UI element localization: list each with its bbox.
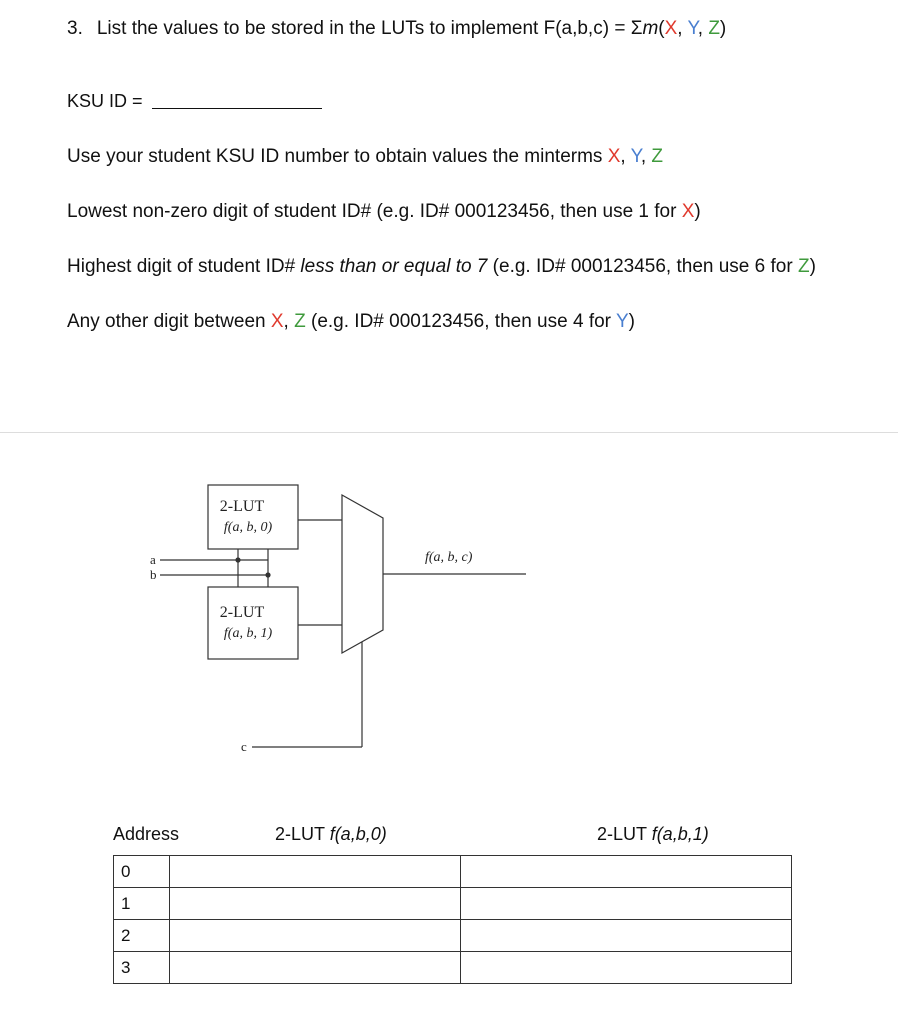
var-x: X (270, 311, 284, 332)
output-label: f(a, b, c) (425, 550, 473, 565)
ksu-id-label: KSU ID = (67, 91, 148, 111)
sep: , (697, 18, 709, 39)
section-divider (0, 432, 898, 433)
sep: , (283, 311, 295, 332)
instruction-italic: less than or equal to 7 (300, 256, 488, 277)
var-z: Z (294, 311, 306, 332)
mux-shape (342, 495, 383, 653)
lut-table (113, 855, 792, 984)
lut0-value-cell[interactable] (170, 920, 461, 952)
lut1-label: 2-LUT (219, 604, 265, 621)
lut0-label: 2-LUT (219, 498, 265, 515)
var-z: Z (651, 146, 664, 167)
header-lut0 (275, 824, 387, 845)
table-row (114, 952, 792, 984)
lut0-box (208, 485, 298, 549)
question-number: 3. (67, 18, 83, 39)
lut0-value-cell[interactable] (170, 888, 461, 920)
var-x: X (681, 201, 695, 222)
instruction-text: Lowest non-zero digit of student ID# (e.g. ID# 000123456, then use 1 for (67, 201, 682, 222)
instruction-y (67, 311, 635, 333)
instruction-z (67, 256, 816, 278)
junction-dot (265, 572, 270, 577)
input-c-label: c (241, 739, 247, 754)
paren-close: ) (719, 18, 727, 39)
table-row (114, 856, 792, 888)
table-row (114, 920, 792, 952)
var-x: X (607, 146, 621, 167)
header-lut1-func: f(a,b,1) (651, 824, 709, 844)
ksu-id-line (67, 91, 322, 112)
lut0-value-cell[interactable] (170, 856, 461, 888)
input-a-label: a (150, 552, 156, 567)
question-title (67, 18, 726, 40)
address-cell: 3 (114, 952, 170, 984)
var-x: X (664, 18, 678, 39)
var-y: Y (615, 311, 629, 332)
lut1-box (208, 587, 298, 659)
lut-mux-diagram (130, 480, 540, 770)
lut0-value-cell[interactable] (170, 952, 461, 984)
lut1-func: f(a, b, 1) (223, 626, 273, 641)
sep: , (620, 146, 631, 167)
input-b-label: b (150, 567, 157, 582)
instruction-text: Use your student KSU ID number to obtain values the minterms (67, 146, 608, 167)
lut0-func: f(a, b, 0) (223, 520, 273, 535)
paren-close: ) (694, 201, 701, 222)
address-cell: 2 (114, 920, 170, 952)
paren-close: ) (628, 311, 635, 332)
table-row (114, 888, 792, 920)
address-cell: 0 (114, 856, 170, 888)
sum-m: m (642, 18, 659, 39)
header-lut1-prefix: 2-LUT (597, 824, 652, 844)
instruction-x (67, 201, 701, 223)
var-y: Y (630, 146, 641, 167)
paren-close: ) (809, 256, 816, 277)
instruction-text: Highest digit of student ID# (67, 256, 301, 277)
question-text: List the values to be stored in the LUTs to implement F(a,b,c) = Σ (96, 18, 643, 39)
instruction-text: Any other digit between (67, 311, 271, 332)
sep: , (640, 146, 652, 167)
address-cell: 1 (114, 888, 170, 920)
lut1-value-cell[interactable] (461, 888, 792, 920)
paren-open: ( (658, 18, 665, 39)
var-z: Z (708, 18, 720, 39)
lut1-value-cell[interactable] (461, 856, 792, 888)
lut1-value-cell[interactable] (461, 952, 792, 984)
header-lut1 (597, 824, 709, 845)
header-lut0-prefix: 2-LUT (275, 824, 330, 844)
sep: , (677, 18, 688, 39)
lut1-value-cell[interactable] (461, 920, 792, 952)
header-address: Address (113, 824, 180, 844)
ksu-id-blank[interactable] (152, 92, 322, 109)
junction-dot (235, 557, 240, 562)
instruction-text: (e.g. ID# 000123456, then use 6 for (487, 256, 798, 277)
instruction-minterms (67, 146, 663, 168)
instruction-text: (e.g. ID# 000123456, then use 4 for (305, 311, 616, 332)
var-y: Y (687, 18, 698, 39)
header-lut0-func: f(a,b,0) (329, 824, 387, 844)
var-z: Z (797, 256, 810, 277)
